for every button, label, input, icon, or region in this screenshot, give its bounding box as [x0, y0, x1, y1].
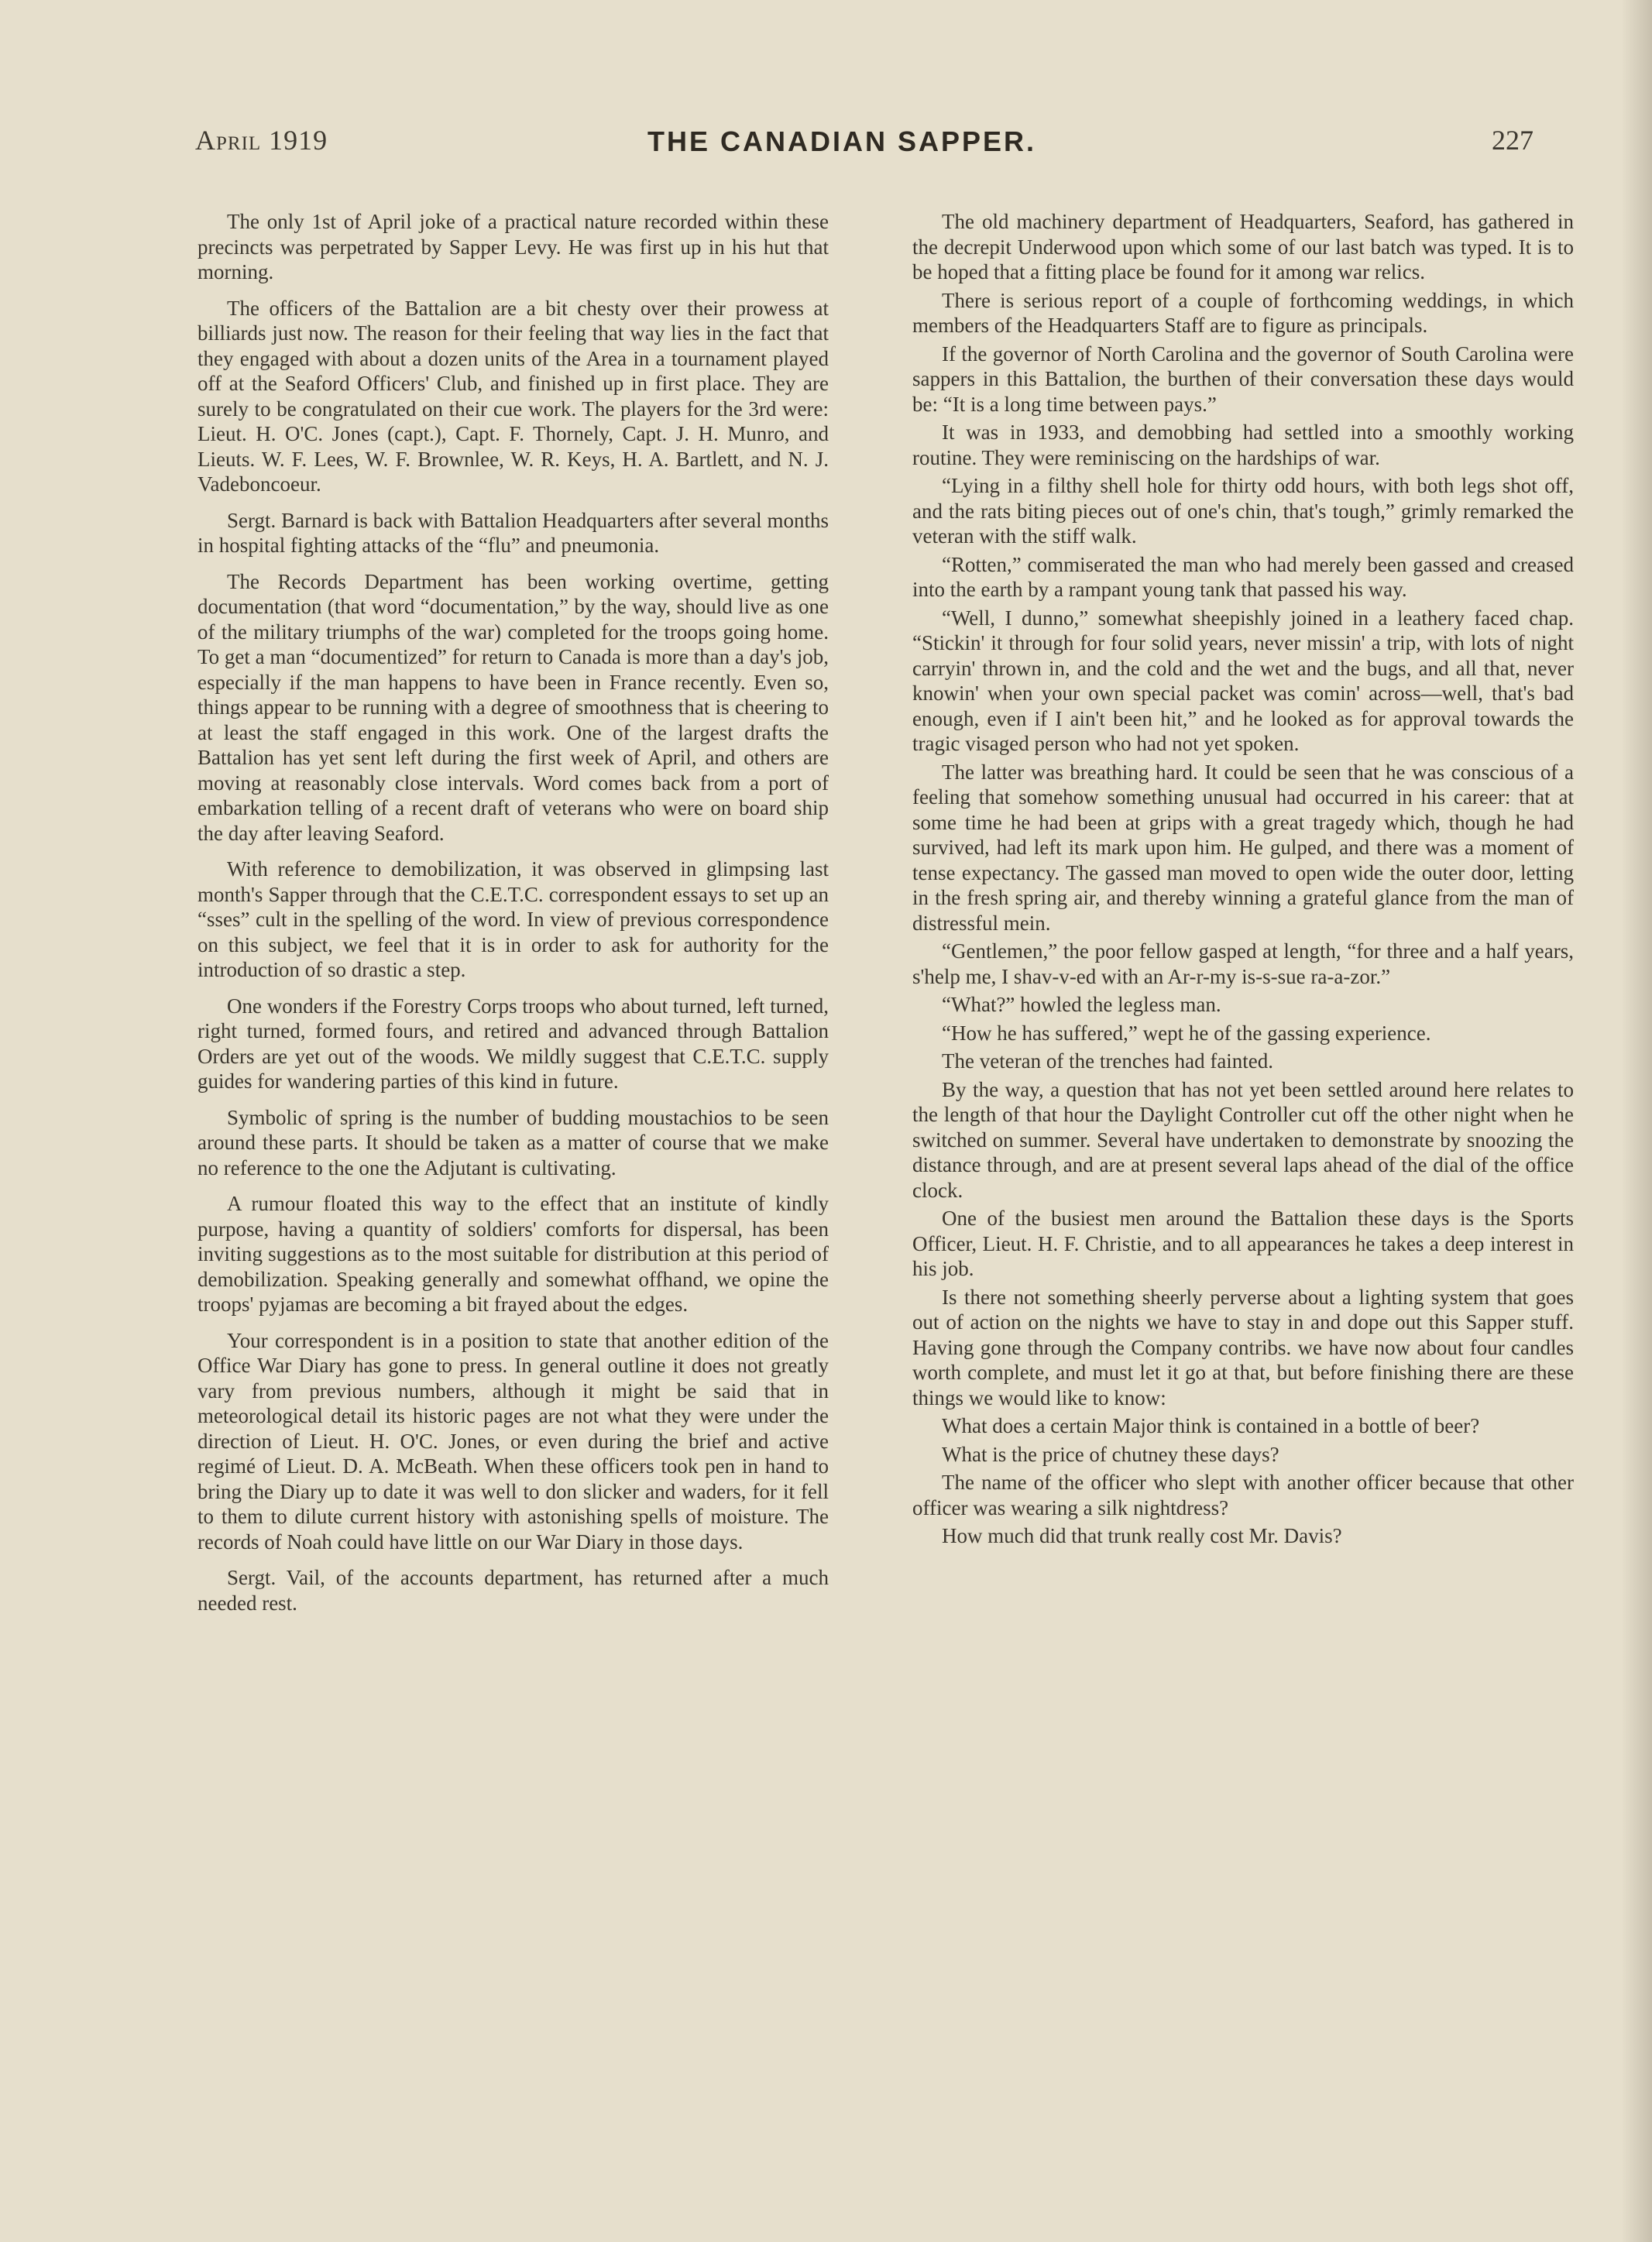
paragraph: Your correspondent is in a position to state that another edition of the Office War Diary has gone to press. In general outline it does not greatly vary from previous numbers, although it might be said that in meteorological detail its historic pages are not what they were under the direction of Lieut. H. O'C. Jones, or even during the brief and active regimé of Lieut. D. A. McBeath. When these officers took pen in hand to bring the Diary up to date it was well to don slicker and waders, for it fell to them to dilute current history with astonishing spells of moisture. The records of Noah could have little on our War Diary in those days. — [197, 1328, 829, 1554]
paragraph: With reference to demobilization, it was observed in glimpsing last month's Sapper through that the C.E.T.C. correspondent essays to set up an “sses” cult in the spelling of the word. In view of previous correspondence on this subject, we feel that it is in order to ask for authority for the introduction of so drastic a step. — [197, 857, 829, 981]
paragraph: A rumour floated this way to the effect that an institute of kindly purpose, having a quantity of soldiers' comforts for dispersal, has been inviting suggestions as to the most suitable for distribution at this period of demobilization. Speaking generally and somewhat offhand, we opine the troops' pyjamas are becoming a bit frayed about the edges. — [197, 1192, 829, 1316]
paragraph: Sergt. Vail, of the accounts department, has returned after a much needed rest. — [197, 1566, 829, 1615]
paragraph: “What?” howled the legless man. — [942, 993, 1221, 1016]
paragraph: The only 1st of April joke of a practical nature recorded within these precincts was perpetrated by Sapper Levy. He was first up in his hut that morning. — [197, 210, 829, 283]
paragraph: “Gentlemen,” the poor fellow gasped at length, “for three and a half years, s'help me, I shav-v-ed with an Ar-r-my is-s-sue ra-a-zor.” — [912, 939, 1574, 988]
paragraph: There is serious report of a couple of forthcoming weddings, in which members of the Headquarters Staff are to figure as principals. — [912, 288, 1574, 337]
paragraph: How much did that trunk really cost Mr. Davis? — [942, 1524, 1342, 1547]
paragraph: If the governor of North Carolina and the governor of South Carolina were sappers in this Battalion, the burthen of their conversation these days would be: “It is a long time between pays.” — [912, 342, 1574, 416]
paragraph: “Lying in a filthy shell hole for thirty odd hours, with both legs shot off, and the rats biting pieces out of one's chin, that's tough,” grimly remarked the veteran with the stiff walk. — [912, 474, 1574, 548]
paragraph: Is there not something sheerly perverse about a lighting system that goes out of action on the nights we have to stay in and dope out this Sapper stuff. Having gone through the Company contribs. we have now about four candles worth complete, and must let it go at that, but before finishing there are these things we would like to know: — [912, 1285, 1574, 1409]
paragraph: By the way, a question that has not yet been settled around here relates to the length of that hour the Daylight Controller cut off the other night when he switched on summer. Several have undertaken to demonstrate by snoozing the distance through, and are at present several laps ahead of the dial of the office clock. — [912, 1077, 1574, 1202]
paragraph: The old machinery department of Headquarters, Seaford, has gathered in the decrepit Underwood upon which some of our last batch was typed. It is to be hoped that a fitting place be found for it among war relics. — [912, 210, 1574, 283]
paragraph: “Rotten,” commiserated the man who had merely been gassed and creased into the earth by a rampant young tank that passed his way. — [912, 552, 1574, 601]
paragraph: Symbolic of spring is the number of budding moustachios to be seen around these parts. It should be taken as a matter of course that we make no reference to the one the Adjutant is cultivating. — [197, 1105, 829, 1179]
paragraph: The Records Department has been working overtime, getting documentation (that word “documentation,” by the way, should live as one of the military triumphs of the war) completed for the troops going home. To get a man “documentized” for return to Canada is more than a day's job, especially if the man happens to have been in France recently. Even so, things appear to be running with a degree of smoothness that is cheering to at least the staff engaged in this work. One of the largest drafts the Battalion has yet sent left during the first week of April, and others are moving at reasonably close intervals. Word comes back from a port of embarkation telling of a recent draft of veterans who were on board ship the day after leaving Seaford. — [197, 569, 829, 845]
paragraph: Sergt. Barnard is back with Battalion Headquarters after several months in hospital fighting attacks of the “flu” and pneumonia. — [197, 508, 829, 557]
paragraph: The name of the officer who slept with another officer because that other officer was wearing a silk nightdress? — [912, 1471, 1574, 1519]
page-number: 227 — [1492, 125, 1534, 156]
right-column — [912, 209, 1574, 1552]
issue-date: April 1919 — [195, 125, 328, 156]
paragraph: What does a certain Major think is contained in a bottle of beer? — [942, 1414, 1480, 1437]
paragraph: What is the price of chutney these days? — [942, 1442, 1279, 1466]
page-edge-shadow — [1621, 0, 1652, 2242]
left-column — [197, 209, 829, 1626]
paragraph: It was in 1933, and demobbing had settled into a smoothly working routine. They were reminiscing on the hardships of war. — [912, 421, 1574, 469]
running-header — [0, 124, 1652, 170]
publication-title: THE CANADIAN SAPPER. — [647, 125, 1037, 157]
paragraph: One of the busiest men around the Battalion these days is the Sports Officer, Lieut. H. F. Christie, and to all appearances he takes a deep interest in his job. — [912, 1207, 1574, 1280]
paragraph: One wonders if the Forestry Corps troops who about turned, left turned, right turned, formed fours, and retired and advanced through Battalion Orders are yet out of the woods. We mildly suggest that C.E.T.C. supply guides for wandering parties of this kind in future. — [197, 994, 829, 1093]
paragraph: “Well, I dunno,” somewhat sheepishly joined in a leathery faced chap. “Stickin' it through for four solid years, never missin' a trip, with lots of night carryin' thrown in, and the cold and the wet and the bugs, and all that, never knowin' when your own special packet was comin' across—well, that's bad enough, even if I ain't been hit,” and he looked as for approval towards the tragic visaged person who had not yet spoken. — [912, 606, 1574, 755]
paragraph: The latter was breathing hard. It could be seen that he was conscious of a feeling that somehow something unusual had occurred in his career: that at some time he had been at grips with a great tragedy which, though he had survived, had left its mark upon him. He gulped, and there was a moment of tense expectancy. The gassed man moved to open wide the outer door, letting in the fresh spring air, and thereby winning a grateful glance from the man of distressful mein. — [912, 760, 1574, 935]
paragraph: “How he has suffered,” wept he of the gassing experience. — [942, 1021, 1431, 1045]
paragraph: The officers of the Battalion are a bit chesty over their prowess at billiards just now. The reason for their feeling that way lies in the fact that they engaged with about a dozen units of the Area in a tournament played off at the Seaford Officers' Club, and finished up in first place. They are surely to be congratulated on their cue work. The players for the 3rd were: Lieut. H. O'C. Jones (capt.), Capt. F. Thornely, Capt. J. H. Munro, and Lieuts. W. F. Lees, W. F. Brownlee, W. R. Keys, H. A. Bartlett, and N. J. Vadeboncoeur. — [197, 296, 829, 496]
paragraph: The veteran of the trenches had fainted. — [942, 1049, 1274, 1073]
